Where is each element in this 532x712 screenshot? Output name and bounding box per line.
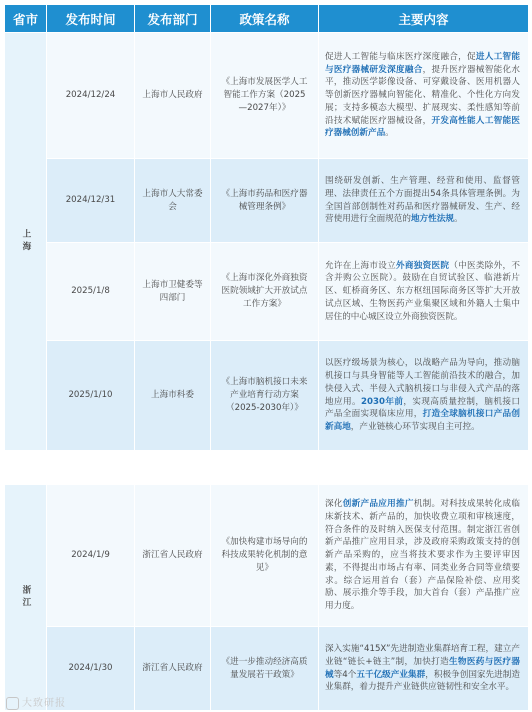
policy-name-cell: 《加快构建市场导向的科技成果转化机制的意见》	[211, 485, 319, 627]
province-cell: 浙江	[5, 485, 47, 711]
date-cell: 2025/1/10	[47, 341, 135, 451]
highlight-text: 2030年前	[361, 396, 404, 407]
content-text: ，实现高质量控制，脑机接口产品全面实现临床应用，	[325, 396, 520, 420]
content-text: ，提升医疗器械智能化水平，推动医学影像设备、可穿戴设备、医用机器人等创新医疗器械向智能化、精准化、个性化方向发展；支持多模态大模型、扩展现实、柔性感知等前沿技术赋能医疗器械设备，	[325, 64, 520, 126]
content-text: 允许在上海市设立	[325, 260, 396, 271]
dept-cell: 上海市人民政府	[135, 33, 211, 159]
content-text: ，产业链核心环节实现自主可控。	[350, 422, 480, 433]
highlight-text: 打造全球脑机接口产品创新高地	[325, 409, 520, 433]
dept-cell: 浙江省人民政府	[135, 485, 211, 627]
content-cell	[319, 243, 529, 341]
content-cell	[319, 627, 529, 711]
section-zhejiang	[4, 484, 529, 711]
section-divider	[0, 450, 532, 484]
date-cell: 2024/12/31	[47, 159, 135, 243]
content-cell	[319, 33, 529, 159]
dept-cell: 上海市卫健委等四部门	[135, 243, 211, 341]
highlight-text: 生物医药与医疗器械	[325, 656, 520, 680]
highlight-text: 五千亿级产业集群	[356, 669, 426, 680]
date-cell: 2025/1/8	[47, 243, 135, 341]
table-row	[5, 341, 529, 451]
watermark-text: 大致研报	[22, 698, 66, 709]
content-text: 围绕研发创新、生产管理、经营和使用、监督管理、法律责任五个方面提出54条具体管理条例。为全国首部创制性对药品和医疗器械研发、生产、经营使用进行全面规范的	[325, 175, 520, 225]
table-header	[4, 4, 529, 33]
content-text: 。	[453, 214, 463, 225]
highlight-text: 创新产品应用推广	[342, 498, 414, 509]
highlight-text: 地方性法规	[410, 214, 454, 225]
section-shanghai	[4, 32, 529, 451]
dept-cell: 上海市人大常委会	[135, 159, 211, 243]
content-cell	[319, 485, 529, 627]
table-row	[5, 159, 529, 243]
header-dept: 发布部门	[135, 5, 211, 33]
policy-name-cell: 《上海市深化外商独资医院领域扩大开放试点工作方案》	[211, 243, 319, 341]
policy-name-cell: 《上海市药品和医疗器械管理条例》	[211, 159, 319, 243]
policy-name-cell: 《进一步推动经济高质量发展若干政策》	[211, 627, 319, 711]
content-text: 机制。对科技成果转化成临床新技术、新产品的，加快收费立项和审核速度，符合条件的及时纳入医保支付范围。制定浙江省创新产品推广应用目录，涉及政府采购政策支持的创新产品采购的，应当将技术要求作为主要评审因素，不得提出市场占有率、同类业务合同等业绩要求。综合运用首台（套）产品保险补偿、应用奖励、展示推介等手段，加大首台（套）产品推广应用力度。	[325, 498, 520, 612]
header-province: 省市	[5, 5, 47, 33]
watermark	[6, 694, 66, 710]
table-row	[5, 627, 529, 711]
content-cell	[319, 341, 529, 451]
date-cell: 2024/1/30	[47, 627, 135, 711]
content-text: （中医类除外，不含并购公立医院）。鼓励在自贸试验区、临港新片区、虹桥商务区、东方枢纽国际商务区等扩大开放试点区域、生物医药产业集聚区域和外籍人士集中居住的中心城区设立外商独资医院。	[325, 260, 520, 322]
content-text: 等4个	[333, 669, 357, 680]
dept-cell: 上海市科委	[135, 341, 211, 451]
content-text: ，积极争创国家先进制造业集群，着力提升产业链供应链韧性和安全水平。	[325, 669, 520, 693]
watermark-logo-icon	[6, 697, 19, 710]
highlight-text: 外商独资医院	[396, 260, 450, 271]
table-row	[5, 485, 529, 627]
header-content: 主要内容	[319, 5, 529, 33]
policy-name-cell: 《上海市脑机接口未来产业培育行动方案（2025-2030年）》	[211, 341, 319, 451]
content-cell	[319, 159, 529, 243]
content-text: 以医疗级场景为核心，以战略产品为导向，推动脑机接口与具身智能等人工智能前沿技术的融合，加快侵入式、半侵入式脑机接口与非侵入式产品的落地应用。	[325, 358, 520, 407]
header-name: 政策名称	[211, 5, 319, 33]
highlight-text: 进人工智能与医疗器械研发深度融合	[325, 51, 520, 75]
date-cell: 2024/12/24	[47, 33, 135, 159]
date-cell: 2024/1/9	[47, 485, 135, 627]
content-text: 促进人工智能与临床医疗深度融合，促	[325, 51, 476, 62]
content-text: 深入实施“415X”先进制造业集群培育工程，建立产业链“链长+链主”制，加快打造	[325, 643, 520, 667]
dept-cell: 浙江省人民政府	[135, 627, 211, 711]
table-row	[5, 243, 529, 341]
policy-name-cell: 《上海市发展医学人工智能工作方案（2025—2027年）》	[211, 33, 319, 159]
highlight-text: 开发高性能人工智能医疗器械创新产品	[325, 115, 520, 139]
province-cell: 上海	[5, 33, 47, 451]
content-text: 深化	[325, 498, 343, 509]
header-date: 发布时间	[47, 5, 135, 33]
table-row	[5, 33, 529, 159]
content-text: 。	[385, 128, 394, 139]
